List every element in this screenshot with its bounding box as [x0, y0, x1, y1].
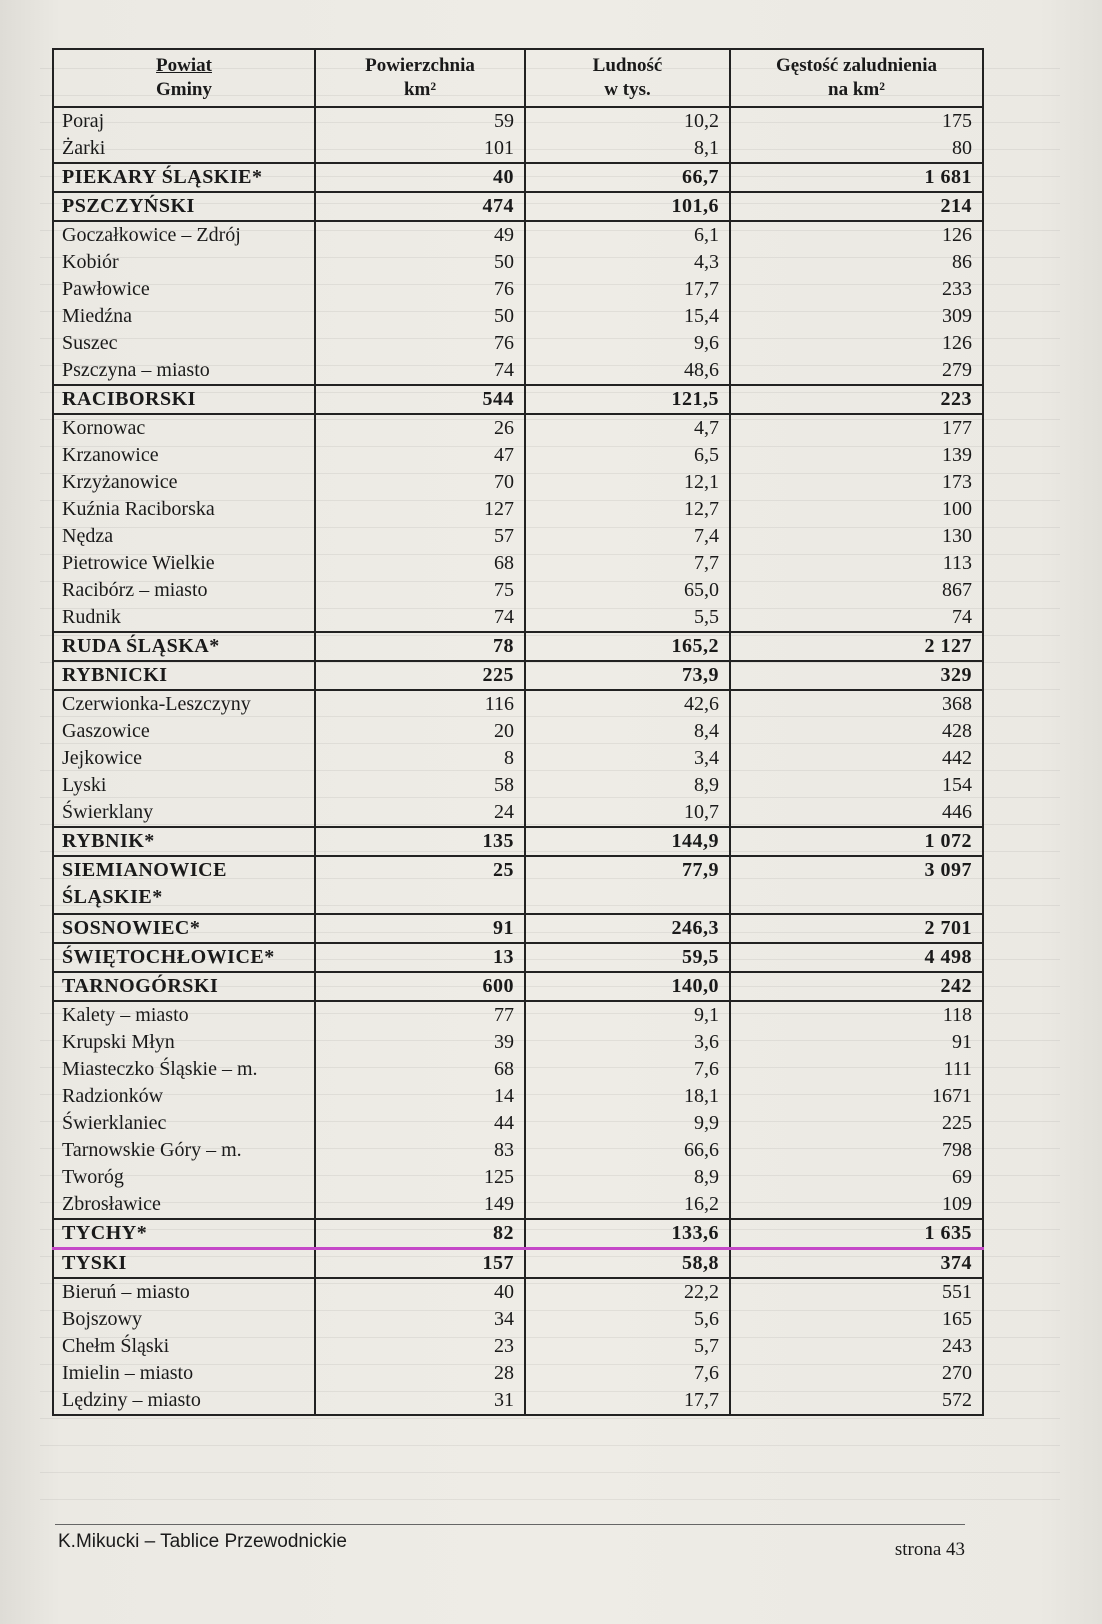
cell-density: 74	[730, 604, 983, 632]
powiat-row	[53, 632, 983, 661]
cell-name: Pietrowice Wielkie	[53, 550, 315, 577]
cell-population: 17,7	[525, 276, 730, 303]
cell-population: 133,6	[525, 1219, 730, 1249]
cell-density: 551	[730, 1278, 983, 1306]
powiat-row	[53, 914, 983, 943]
cell-name: Pszczyna – miasto	[53, 357, 315, 385]
cell-population: 17,7	[525, 1387, 730, 1415]
gmina-row	[53, 330, 983, 357]
gmina-row	[53, 718, 983, 745]
cell-name: RACIBORSKI	[53, 385, 315, 414]
gmina-row	[53, 1110, 983, 1137]
cell-area: 82	[315, 1219, 525, 1249]
cell-density: 130	[730, 523, 983, 550]
cell-name: Lędziny – miasto	[53, 1387, 315, 1415]
cell-name: PIEKARY ŚLĄSKIE*	[53, 163, 315, 192]
cell-density: 270	[730, 1360, 983, 1387]
cell-area: 127	[315, 496, 525, 523]
cell-area: 50	[315, 303, 525, 330]
cell-population: 140,0	[525, 972, 730, 1001]
cell-density: 233	[730, 276, 983, 303]
gmina-row	[53, 1191, 983, 1219]
cell-name: Jejkowice	[53, 745, 315, 772]
cell-population: 7,4	[525, 523, 730, 550]
gmina-row	[53, 1001, 983, 1029]
cell-density: 165	[730, 1306, 983, 1333]
cell-area: 91	[315, 914, 525, 943]
powiat-row	[53, 972, 983, 1001]
cell-name: Świerklany	[53, 799, 315, 827]
page-footer	[55, 1524, 965, 1560]
cell-area: 20	[315, 718, 525, 745]
cell-population: 66,6	[525, 1137, 730, 1164]
cell-population: 9,6	[525, 330, 730, 357]
cell-name: Kuźnia Raciborska	[53, 496, 315, 523]
cell-area: 74	[315, 357, 525, 385]
cell-name: TARNOGÓRSKI	[53, 972, 315, 1001]
gmina-row	[53, 276, 983, 303]
cell-density: 214	[730, 192, 983, 221]
cell-area: 47	[315, 442, 525, 469]
cell-area: 157	[315, 1249, 525, 1279]
gmina-row	[53, 107, 983, 135]
cell-name: Tworóg	[53, 1164, 315, 1191]
gmina-row	[53, 550, 983, 577]
header-population-unit: w tys.	[604, 79, 651, 100]
footer-author: K.Mikucki – Tablice Przewodnickie	[58, 1531, 347, 1552]
cell-density: 109	[730, 1191, 983, 1219]
cell-density: 126	[730, 221, 983, 249]
cell-population: 16,2	[525, 1191, 730, 1219]
cell-population: 246,3	[525, 914, 730, 943]
cell-name: Bieruń – miasto	[53, 1278, 315, 1306]
cell-area: 544	[315, 385, 525, 414]
cell-name: Chełm Śląski	[53, 1333, 315, 1360]
cell-population: 12,7	[525, 496, 730, 523]
cell-population: 6,1	[525, 221, 730, 249]
cell-population: 48,6	[525, 357, 730, 385]
cell-population: 9,9	[525, 1110, 730, 1137]
cell-name: Kobiór	[53, 249, 315, 276]
gmina-row	[53, 523, 983, 550]
cell-name: RYBNIK*	[53, 827, 315, 856]
cell-area: 78	[315, 632, 525, 661]
cell-name: Goczałkowice – Zdrój	[53, 221, 315, 249]
cell-name: RYBNICKI	[53, 661, 315, 690]
cell-area: 31	[315, 1387, 525, 1415]
gmina-row	[53, 221, 983, 249]
cell-density: 4 498	[730, 943, 983, 972]
gmina-row	[53, 799, 983, 827]
powiat-row	[53, 1219, 983, 1249]
cell-population: 8,4	[525, 718, 730, 745]
header-gminy: Gminy	[156, 79, 212, 100]
cell-name: Lyski	[53, 772, 315, 799]
cell-population: 9,1	[525, 1001, 730, 1029]
cell-name: Imielin – miasto	[53, 1360, 315, 1387]
cell-area: 40	[315, 163, 525, 192]
cell-population: 59,5	[525, 943, 730, 972]
cell-population: 15,4	[525, 303, 730, 330]
header-density-label: Gęstość zaludnienia	[776, 55, 937, 76]
cell-name: Krupski Młyn	[53, 1029, 315, 1056]
gmina-row	[53, 357, 983, 385]
cell-name: Nędza	[53, 523, 315, 550]
gmina-row	[53, 1306, 983, 1333]
cell-density: 86	[730, 249, 983, 276]
cell-area: 13	[315, 943, 525, 972]
cell-name: SOSNOWIEC*	[53, 914, 315, 943]
gmina-row	[53, 1387, 983, 1415]
cell-density: 154	[730, 772, 983, 799]
header-powiat-gminy	[53, 49, 315, 107]
cell-density: 329	[730, 661, 983, 690]
cell-population: 12,1	[525, 469, 730, 496]
header-powiat: Powiat	[156, 55, 212, 76]
cell-density: 80	[730, 135, 983, 163]
powiat-row	[53, 856, 983, 914]
cell-density: 243	[730, 1333, 983, 1360]
header-density	[730, 49, 983, 107]
cell-name: Racibórz – miasto	[53, 577, 315, 604]
cell-name: Suszec	[53, 330, 315, 357]
cell-name: Krzyżanowice	[53, 469, 315, 496]
cell-area: 40	[315, 1278, 525, 1306]
cell-population: 5,6	[525, 1306, 730, 1333]
cell-density: 139	[730, 442, 983, 469]
cell-density: 442	[730, 745, 983, 772]
cell-name: Tarnowskie Góry – m.	[53, 1137, 315, 1164]
cell-population: 4,3	[525, 249, 730, 276]
cell-population: 3,6	[525, 1029, 730, 1056]
cell-area: 474	[315, 192, 525, 221]
cell-density: 309	[730, 303, 983, 330]
cell-population: 42,6	[525, 690, 730, 718]
cell-name: Rudnik	[53, 604, 315, 632]
cell-name: ŚWIĘTOCHŁOWICE*	[53, 943, 315, 972]
population-table	[52, 48, 984, 1416]
cell-name: PSZCZYŃSKI	[53, 192, 315, 221]
gmina-row	[53, 249, 983, 276]
cell-area: 50	[315, 249, 525, 276]
cell-density: 177	[730, 414, 983, 442]
cell-name: Czerwionka-Leszczyny	[53, 690, 315, 718]
powiat-row	[53, 943, 983, 972]
gmina-row	[53, 577, 983, 604]
gmina-row	[53, 772, 983, 799]
cell-density: 69	[730, 1164, 983, 1191]
cell-name: Poraj	[53, 107, 315, 135]
cell-area: 28	[315, 1360, 525, 1387]
cell-population: 5,5	[525, 604, 730, 632]
cell-area: 8	[315, 745, 525, 772]
cell-population: 65,0	[525, 577, 730, 604]
cell-population: 66,7	[525, 163, 730, 192]
gmina-row	[53, 442, 983, 469]
gmina-row	[53, 690, 983, 718]
header-population	[525, 49, 730, 107]
cell-density: 1 681	[730, 163, 983, 192]
cell-population: 77,9	[525, 856, 730, 914]
gmina-row	[53, 414, 983, 442]
cell-population: 22,2	[525, 1278, 730, 1306]
cell-population: 144,9	[525, 827, 730, 856]
cell-area: 116	[315, 690, 525, 718]
cell-area: 101	[315, 135, 525, 163]
powiat-row	[53, 192, 983, 221]
gmina-row	[53, 135, 983, 163]
table-body	[53, 107, 983, 1415]
gmina-row	[53, 303, 983, 330]
powiat-row	[53, 661, 983, 690]
cell-area: 76	[315, 276, 525, 303]
cell-population: 121,5	[525, 385, 730, 414]
cell-population: 18,1	[525, 1083, 730, 1110]
gmina-row	[53, 1360, 983, 1387]
cell-density: 118	[730, 1001, 983, 1029]
cell-population: 7,6	[525, 1360, 730, 1387]
cell-density: 100	[730, 496, 983, 523]
gmina-row	[53, 1083, 983, 1110]
gmina-row	[53, 1056, 983, 1083]
table-header-row	[53, 49, 983, 107]
cell-area: 76	[315, 330, 525, 357]
cell-area: 74	[315, 604, 525, 632]
cell-population: 3,4	[525, 745, 730, 772]
cell-density: 223	[730, 385, 983, 414]
cell-name: Świerklaniec	[53, 1110, 315, 1137]
cell-name: Miasteczko Śląskie – m.	[53, 1056, 315, 1083]
cell-area: 14	[315, 1083, 525, 1110]
cell-population: 10,7	[525, 799, 730, 827]
cell-area: 44	[315, 1110, 525, 1137]
gmina-row	[53, 1333, 983, 1360]
cell-area: 59	[315, 107, 525, 135]
cell-density: 3 097	[730, 856, 983, 914]
header-area-label: Powierzchnia	[365, 55, 475, 76]
cell-area: 26	[315, 414, 525, 442]
cell-density: 111	[730, 1056, 983, 1083]
cell-area: 225	[315, 661, 525, 690]
cell-population: 165,2	[525, 632, 730, 661]
cell-name: Pawłowice	[53, 276, 315, 303]
cell-area: 39	[315, 1029, 525, 1056]
cell-population: 73,9	[525, 661, 730, 690]
cell-density: 572	[730, 1387, 983, 1415]
cell-name: TYSKI	[53, 1249, 315, 1279]
cell-name: RUDA ŚLĄSKA*	[53, 632, 315, 661]
cell-population: 8,9	[525, 1164, 730, 1191]
cell-density: 173	[730, 469, 983, 496]
cell-area: 70	[315, 469, 525, 496]
cell-density: 1 635	[730, 1219, 983, 1249]
cell-name: Gaszowice	[53, 718, 315, 745]
cell-name: TYCHY*	[53, 1219, 315, 1249]
cell-area: 83	[315, 1137, 525, 1164]
cell-name: Kalety – miasto	[53, 1001, 315, 1029]
cell-area: 600	[315, 972, 525, 1001]
header-population-label: Ludność	[592, 55, 663, 76]
cell-name: Kornowac	[53, 414, 315, 442]
cell-population: 7,7	[525, 550, 730, 577]
cell-density: 175	[730, 107, 983, 135]
cell-population: 101,6	[525, 192, 730, 221]
cell-density: 126	[730, 330, 983, 357]
gmina-row	[53, 604, 983, 632]
cell-density: 1 072	[730, 827, 983, 856]
cell-population: 4,7	[525, 414, 730, 442]
header-density-unit: na km²	[828, 79, 885, 100]
cell-density: 225	[730, 1110, 983, 1137]
powiat-row	[53, 827, 983, 856]
gmina-row	[53, 1029, 983, 1056]
cell-area: 25	[315, 856, 525, 914]
powiat-row	[53, 385, 983, 414]
cell-area: 58	[315, 772, 525, 799]
gmina-row	[53, 496, 983, 523]
gmina-row	[53, 469, 983, 496]
gmina-row	[53, 1137, 983, 1164]
cell-density: 374	[730, 1249, 983, 1279]
cell-population: 8,1	[525, 135, 730, 163]
gmina-row	[53, 1278, 983, 1306]
cell-name: Krzanowice	[53, 442, 315, 469]
cell-area: 23	[315, 1333, 525, 1360]
header-area	[315, 49, 525, 107]
cell-density: 867	[730, 577, 983, 604]
cell-density: 113	[730, 550, 983, 577]
cell-population: 7,6	[525, 1056, 730, 1083]
cell-population: 10,2	[525, 107, 730, 135]
cell-density: 91	[730, 1029, 983, 1056]
cell-name: Bojszowy	[53, 1306, 315, 1333]
cell-name: Miedźna	[53, 303, 315, 330]
cell-area: 57	[315, 523, 525, 550]
cell-density: 2 127	[730, 632, 983, 661]
cell-density: 368	[730, 690, 983, 718]
cell-area: 149	[315, 1191, 525, 1219]
cell-name: Żarki	[53, 135, 315, 163]
cell-area: 75	[315, 577, 525, 604]
cell-population: 58,8	[525, 1249, 730, 1279]
cell-population: 6,5	[525, 442, 730, 469]
cell-density: 2 701	[730, 914, 983, 943]
cell-area: 135	[315, 827, 525, 856]
cell-area: 68	[315, 550, 525, 577]
cell-population: 8,9	[525, 772, 730, 799]
cell-density: 242	[730, 972, 983, 1001]
cell-density: 1671	[730, 1083, 983, 1110]
gmina-row	[53, 1164, 983, 1191]
cell-name: Radzionków	[53, 1083, 315, 1110]
cell-density: 428	[730, 718, 983, 745]
cell-name: Zbrosławice	[53, 1191, 315, 1219]
header-area-unit: km²	[403, 79, 437, 100]
gmina-row	[53, 745, 983, 772]
cell-area: 125	[315, 1164, 525, 1191]
cell-area: 34	[315, 1306, 525, 1333]
cell-density: 446	[730, 799, 983, 827]
statistics-table-wrapper	[52, 48, 982, 1416]
cell-population: 5,7	[525, 1333, 730, 1360]
cell-density: 279	[730, 357, 983, 385]
cell-area: 49	[315, 221, 525, 249]
cell-area: 77	[315, 1001, 525, 1029]
powiat-row	[53, 163, 983, 192]
cell-area: 24	[315, 799, 525, 827]
cell-area: 68	[315, 1056, 525, 1083]
cell-density: 798	[730, 1137, 983, 1164]
cell-name: SIEMIANOWICE ŚLĄSKIE*	[53, 856, 315, 914]
powiat-row	[53, 1249, 983, 1279]
footer-page-number: strona 43	[894, 1539, 965, 1560]
